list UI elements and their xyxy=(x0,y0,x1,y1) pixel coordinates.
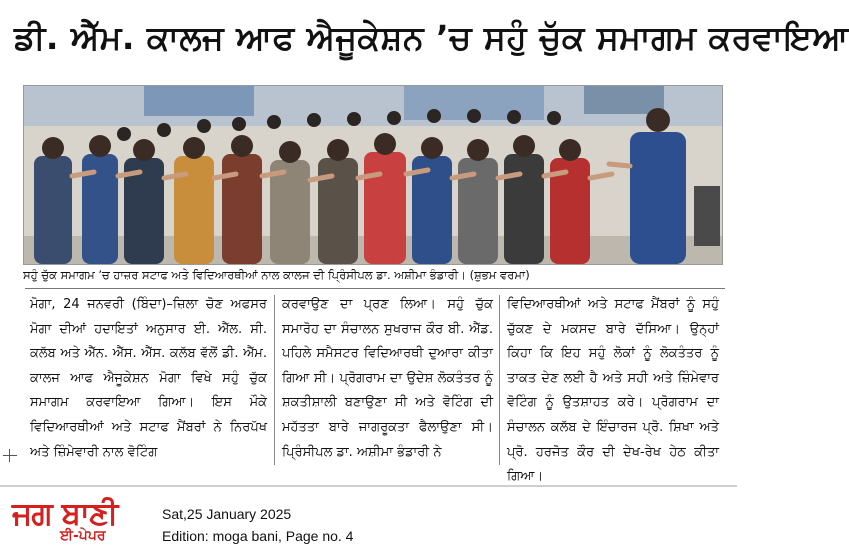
column-divider xyxy=(274,295,275,465)
article-column-3: ਵਿਦਿਆਰਥੀਆਂ ਅਤੇ ਸਟਾਫ ਮੈਂਬਰਾਂ ਨੂੰ ਸਹੁੰ ਚੁੱਕਣ ਦੇ ਮਕਸਦ ਬਾਰੇ ਦੱਸਿਆ। ਉਨ੍ਹਾਂ ਕਿਹਾ ਕਿ ਇਹ ਸਹੁੰ ਲੋਕਾਂ ਨੂੰ ਲੋਕਤੰਤਰ ਨੂੰ ਤਾਕਤ ਦੇਣ ਲਈ ਹੈ ਅਤੇ ਸਹੀ ਅਤੇ ਜ਼ਿੰਮੇਵਾਰ ਵੋਟਿੰਗ ਨੂੰ ਉਤਸ਼ਾਹਤ ਕਰੇ। ਪ੍ਰੋਗਰਾਮ ਦਾ ਸੰਚਾਲਨ ਕਲੱਬ ਦੇ ਇੰਚਾਰਜ ਪ੍ਰੋ. ਸ਼ਿਖਾ ਅਤੇ ਪ੍ਰੋ. ਹਰਜੋਤ ਕੌਰ ਦੀ ਦੇਖ-ਰੇਖ ਹੇਠ ਕੀਤਾ ਗਿਆ। xyxy=(507,297,719,485)
column-divider xyxy=(499,295,500,465)
caption-rule xyxy=(25,288,725,289)
footer-rule xyxy=(0,485,737,487)
photo-caption: ਸਹੁੰ ਚੁੱਕ ਸਮਾਗਮ ’ਚ ਹਾਜ਼ਰ ਸਟਾਫ ਅਤੇ ਵਿਦਿਆਰਥੀਆਂ ਨਾਲ ਕਾਲਜ ਦੀ ਪ੍ਰਿੰਸੀਪਲ ਡਾ. ਅਸ਼ੀਮਾ ਭੰਡਾਰੀ। (ਸ਼ੁਭਮ ਵਰਮਾ) xyxy=(23,268,530,282)
newspaper-logo-subtitle: ਈ-ਪੇਪਰ xyxy=(60,528,106,544)
edition-info: Edition: moga bani, Page no. 4 xyxy=(162,528,354,544)
crop-mark xyxy=(3,455,17,456)
news-photo xyxy=(23,85,723,265)
newspaper-logo: ਜਗ ਬਾਣੀ xyxy=(12,496,118,532)
edition-date: Sat,25 January 2025 xyxy=(162,506,292,522)
headline: ਡੀ. ਐੱਮ. ਕਾਲਜ ਆਫ ਐਜੂਕੇਸ਼ਨ ’ਚ ਸਹੁੰ ਚੁੱਕ ਸਮਾਗਮ ਕਰਵਾਇਆ xyxy=(14,18,849,57)
article-column-2: ਕਰਵਾਉਣ ਦਾ ਪ੍ਰਣ ਲਿਆ। ਸਹੁੰ ਚੁੱਕ ਸਮਾਰੋਹ ਦਾ ਸੰਚਾਲਨ ਸੁਖਰਾਜ ਕੌਰ ਬੀ. ਐੱਡ. ਪਹਿਲੇ ਸਮੈਸਟਰ ਵਿਦਿਆਰਥੀ ਦੁਆਰਾ ਕੀਤਾ ਗਿਆ ਸੀ। ਪ੍ਰੋਗਰਾਮ ਦਾ ਉਦੇਸ਼ ਲੋਕਤੰਤਰ ਨੂੰ ਸ਼ਕਤੀਸ਼ਾਲੀ ਬਣਾਉਣਾ ਸੀ ਅਤੇ ਵੋਟਿੰਗ ਦੀ ਮਹੱਤਤਾ ਬਾਰੇ ਜਾਗਰੂਕਤਾ ਫੈਲਾਉਣਾ ਸੀ। ਪ੍ਰਿੰਸੀਪਲ ਡਾ. ਅਸ਼ੀਮਾ ਭੰਡਾਰੀ ਨੇ xyxy=(282,297,493,460)
crop-mark xyxy=(9,449,10,462)
article-column-1: ਮੋਗਾ, 24 ਜਨਵਰੀ (ਬਿੰਦਾ)–ਜ਼ਿਲਾ ਚੋਣ ਅਫਸਰ ਮੋਗਾ ਦੀਆਂ ਹਦਾਇਤਾਂ ਅਨੁਸਾਰ ਈ. ਐੱਲ. ਸੀ. ਕਲੱਬ ਅਤੇ ਐੱਨ. ਐੱਸ. ਐੱਸ. ਕਲੱਬ ਵੱਲੋਂ ਡੀ. ਐੱਮ. ਕਾਲਜ ਆਫ ਐਜੂਕੇਸ਼ਨ ਮੋਗਾ ਵਿਖੇ ਸਹੁੰ ਚੁੱਕ ਸਮਾਗਮ ਕਰਵਾਇਆ ਗਿਆ। ਇਸ ਮੌਕੇ ਵਿਦਿਆਰਥੀਆਂ ਅਤੇ ਸਟਾਫ ਮੈਂਬਰਾਂ ਨੇ ਨਿਰਪੱਖ ਅਤੇ ਜ਼ਿੰਮੇਵਾਰੀ ਨਾਲ ਵੋਟਿੰਗ xyxy=(30,297,267,460)
